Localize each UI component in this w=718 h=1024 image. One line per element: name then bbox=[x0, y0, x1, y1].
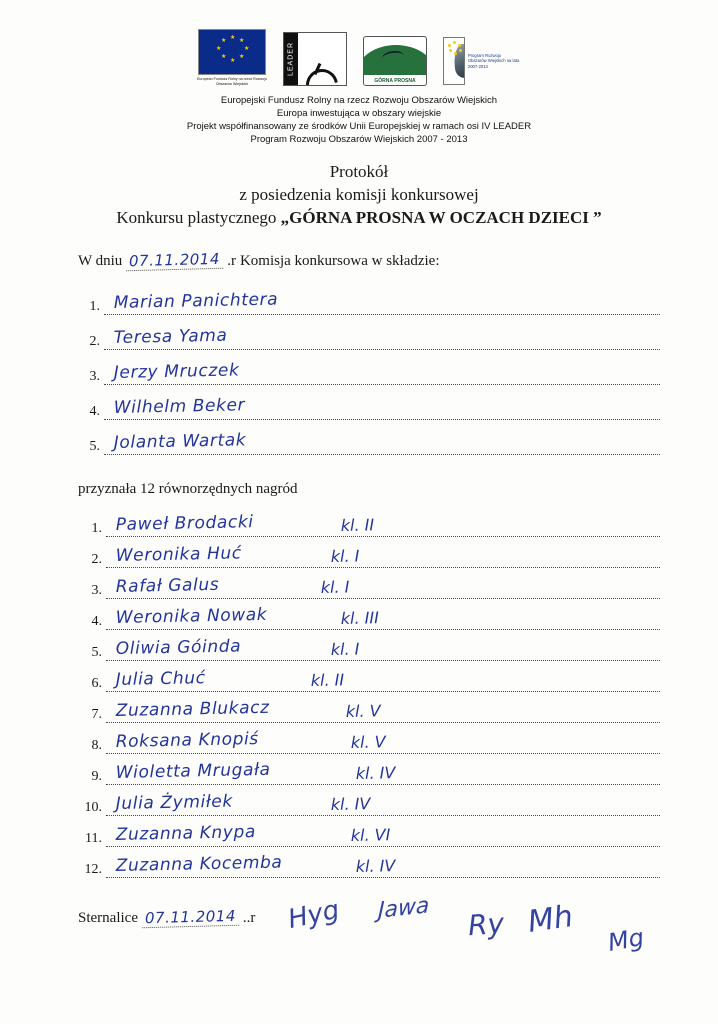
award-class: kl. IV bbox=[330, 794, 371, 814]
award-line bbox=[106, 822, 660, 847]
award-name: Zuzanna Knypa bbox=[115, 822, 257, 845]
award-class: kl. I bbox=[320, 577, 350, 597]
committee-line bbox=[104, 395, 660, 420]
award-name: Weronika Nowak bbox=[115, 604, 268, 628]
title-line-2: z posiedzenia komisji konkursowej bbox=[239, 185, 479, 204]
award-index: 1. bbox=[91, 521, 102, 536]
committee-line bbox=[104, 289, 660, 315]
signature-3: Ry bbox=[466, 906, 506, 943]
list-item bbox=[78, 280, 660, 315]
committee-index: 1. bbox=[89, 299, 100, 314]
committee-line bbox=[104, 360, 660, 385]
award-line bbox=[106, 636, 660, 661]
committee-index: 4. bbox=[89, 404, 100, 419]
awards-list bbox=[78, 506, 660, 878]
award-class: kl. VI bbox=[350, 825, 391, 845]
committee-name: Jerzy Mruczek bbox=[113, 360, 240, 383]
leader-logo bbox=[283, 32, 347, 86]
award-index: 8. bbox=[91, 738, 102, 753]
award-name: Julia Żymiłek bbox=[115, 791, 234, 814]
award-index: 9. bbox=[91, 769, 102, 784]
list-item bbox=[78, 847, 660, 878]
award-index: 5. bbox=[91, 645, 102, 660]
prosna-icon bbox=[363, 36, 427, 86]
signature-4: Mh bbox=[525, 899, 576, 940]
prow-logo bbox=[443, 36, 521, 86]
award-class: kl. I bbox=[330, 639, 360, 659]
committee-index: 5. bbox=[89, 439, 100, 454]
awards-heading: przyznała 12 równorzędnych nagród bbox=[78, 481, 298, 497]
award-index: 12. bbox=[84, 862, 102, 877]
award-class: kl. II bbox=[340, 515, 375, 535]
title-line-3-prefix: Konkursu plastycznego bbox=[116, 208, 281, 227]
funding-line-2: Europa inwestująca w obszary wiejskie bbox=[276, 108, 442, 119]
list-item bbox=[78, 315, 660, 350]
award-class: kl. V bbox=[350, 732, 386, 752]
committee-index: 3. bbox=[89, 369, 100, 384]
prow-logo-label: Program Rozwoju Obszarów Wiejskich na lata 2007-2013 bbox=[467, 53, 520, 69]
award-name: Roksana Knopiś bbox=[115, 729, 259, 752]
document-title bbox=[0, 160, 718, 229]
document-body bbox=[78, 251, 660, 1018]
signature-1: Hyg bbox=[285, 894, 343, 936]
eu-flag-caption: European Fundusz Rolny na rzecz Rozwoju Obszarów Wiejskich bbox=[197, 77, 267, 86]
intro-prefix: W dniu bbox=[78, 253, 123, 269]
committee-name: Teresa Yama bbox=[113, 325, 228, 348]
award-index: 2. bbox=[91, 552, 102, 567]
intro-line bbox=[78, 251, 660, 270]
prow-icon bbox=[443, 36, 521, 86]
prosna-logo-label: GÓRNA PROSNA bbox=[374, 78, 416, 84]
list-item bbox=[78, 537, 660, 568]
award-index: 7. bbox=[91, 707, 102, 722]
award-class: kl. IV bbox=[355, 856, 396, 876]
award-index: 6. bbox=[91, 676, 102, 691]
award-line bbox=[106, 574, 660, 599]
award-line bbox=[106, 791, 660, 816]
award-class: kl. III bbox=[340, 608, 380, 628]
award-index: 3. bbox=[91, 583, 102, 598]
logo-row bbox=[0, 0, 718, 86]
award-class: kl. IV bbox=[355, 763, 396, 783]
eu-flag-logo bbox=[197, 29, 267, 86]
document-footer bbox=[78, 893, 660, 1018]
award-class: kl. V bbox=[345, 701, 381, 721]
committee-index: 2. bbox=[89, 334, 100, 349]
award-line bbox=[106, 697, 660, 723]
list-item bbox=[78, 630, 660, 661]
award-class: kl. I bbox=[330, 546, 360, 566]
award-line bbox=[106, 729, 660, 754]
list-item bbox=[78, 568, 660, 599]
footer-date-handwritten: 07.11.2014 bbox=[142, 907, 239, 929]
award-name: Zuzanna Blukacz bbox=[115, 697, 270, 721]
committee-list bbox=[78, 280, 660, 455]
award-name: Rafał Galus bbox=[115, 574, 220, 597]
award-name: Wioletta Mrugała bbox=[115, 759, 271, 783]
committee-line bbox=[104, 325, 660, 350]
award-index: 10. bbox=[84, 800, 102, 815]
list-item bbox=[78, 385, 660, 420]
list-item bbox=[78, 506, 660, 537]
list-item bbox=[78, 599, 660, 630]
footer-date-suffix: ..r bbox=[242, 910, 256, 926]
signature-5: Mg bbox=[605, 923, 647, 957]
award-line bbox=[106, 759, 660, 785]
award-line bbox=[106, 512, 660, 537]
eu-flag-icon: ★ ★ ★ ★ ★ ★ ★ ★ bbox=[198, 29, 266, 75]
committee-name: Wilhelm Beker bbox=[113, 395, 246, 418]
list-item bbox=[78, 754, 660, 785]
award-name: Paweł Brodacki bbox=[115, 512, 254, 535]
list-item bbox=[78, 692, 660, 723]
committee-line bbox=[104, 430, 660, 455]
award-line bbox=[106, 543, 660, 568]
intro-suffix: .r bbox=[227, 253, 236, 269]
award-name: Weronika Huć bbox=[115, 543, 242, 566]
award-line bbox=[106, 852, 660, 878]
award-name: Oliwia Góinda bbox=[115, 636, 242, 659]
list-item bbox=[78, 661, 660, 692]
title-line-1: Protokół bbox=[329, 162, 389, 181]
title-line-3 bbox=[0, 206, 718, 229]
list-item bbox=[78, 785, 660, 816]
leader-icon bbox=[283, 32, 347, 86]
award-name: Julia Chuć bbox=[115, 668, 206, 690]
prosna-logo bbox=[363, 36, 427, 86]
list-item bbox=[78, 420, 660, 455]
funding-line-1: Europejski Fundusz Rolny na rzecz Rozwoju Obszarów Wiejskich bbox=[220, 95, 498, 106]
award-class: kl. II bbox=[310, 670, 345, 690]
award-line bbox=[106, 604, 660, 630]
intro-rest: Komisja konkursowa w składzie: bbox=[239, 253, 440, 269]
award-line bbox=[106, 668, 660, 692]
award-name: Zuzanna Kocemba bbox=[115, 852, 283, 876]
leader-logo-label: LEADER bbox=[284, 33, 298, 85]
prow-emblem-icon bbox=[443, 37, 465, 85]
award-index: 4. bbox=[91, 614, 102, 629]
list-item bbox=[78, 350, 660, 385]
award-index: 11. bbox=[85, 831, 102, 846]
committee-name: Marian Panichtera bbox=[113, 289, 279, 313]
list-item bbox=[78, 723, 660, 754]
funding-line-3: Projekt współfinansowany ze środków Unii Europejskiej w ramach osi IV LEADER bbox=[186, 121, 532, 132]
title-line-3-quoted: „GÓRNA PROSNA W OCZACH DZIECI ” bbox=[280, 208, 602, 227]
intro-date-handwritten: 07.11.2014 bbox=[126, 250, 223, 272]
funding-line-4: Program Rozwoju Obszarów Wiejskich 2007 - 2013 bbox=[250, 134, 468, 145]
funding-header bbox=[0, 94, 718, 146]
signature-2: Jawa bbox=[377, 893, 430, 924]
footer-place: Sternalice bbox=[78, 910, 138, 926]
committee-name: Jolanta Wartak bbox=[113, 430, 247, 453]
list-item bbox=[78, 816, 660, 847]
